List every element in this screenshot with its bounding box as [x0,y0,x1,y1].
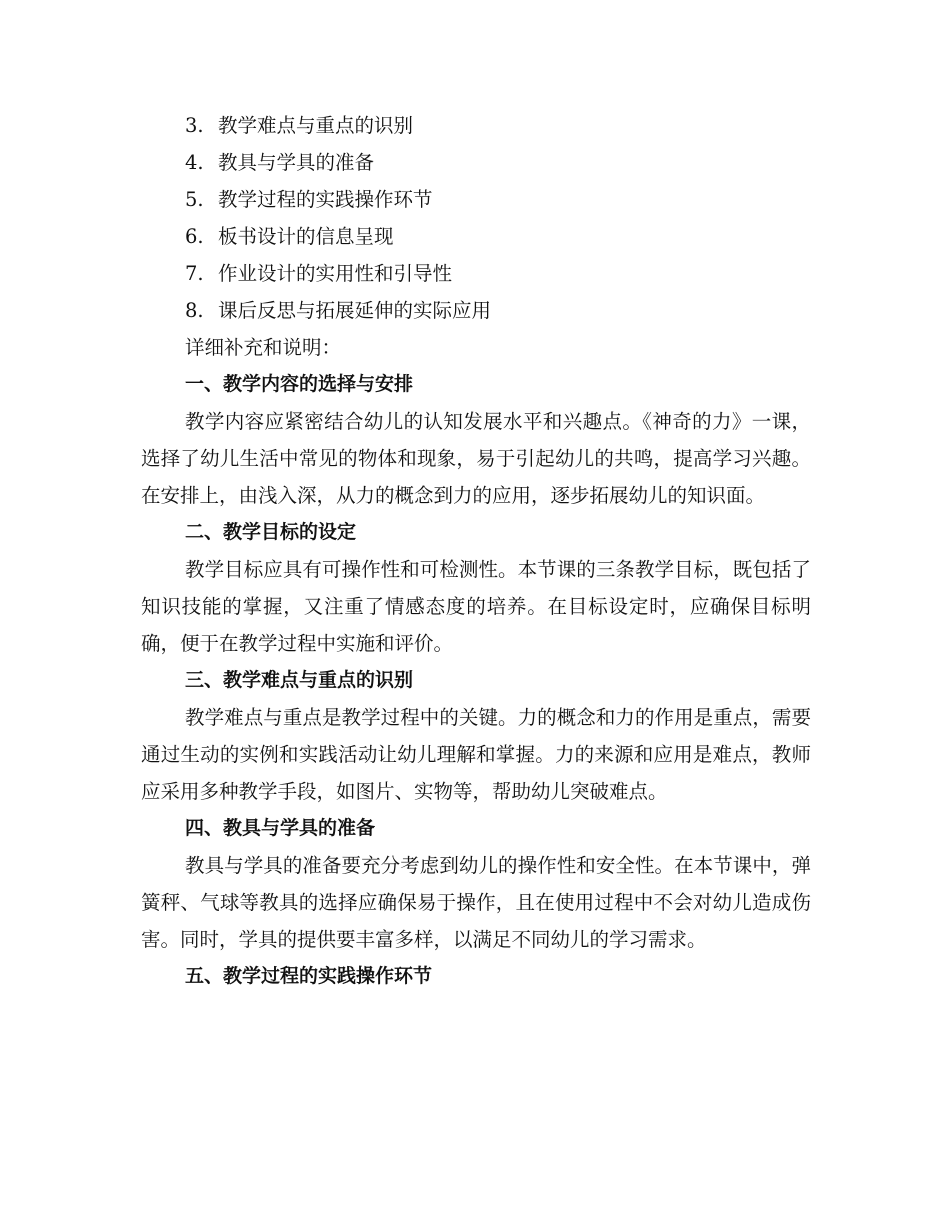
section-paragraph: 教学内容应紧密结合幼儿的认知发展水平和兴趣点。《神奇的力》一课，选择了幼儿生活中常见的物体和现象，易于引起幼儿的共鸣，提高学习兴趣。在安排上，由浅入深，从力的概念到力的应用，逐步拓展幼儿的知识面。 [141,410,811,507]
outline-list [141,107,811,329]
section-paragraph: 教学目标应具有可操作性和可检测性。本节课的三条教学目标，既包括了知识技能的掌握，又注重了情感态度的培养。在目标设定时，应确保目标明确，便于在教学过程中实施和评价。 [141,558,811,655]
section-paragraph: 教学难点与重点是教学过程中的关键。力的概念和力的作用是重点，需要通过生动的实例和实践活动让幼儿理解和掌握。力的来源和应用是难点，教师应采用多种教学手段，如图片、实物等，帮助幼儿突破难点。 [141,706,811,803]
list-number: 8. [185,299,204,322]
section-heading: 一、教学内容的选择与安排 [185,373,414,395]
list-item [141,292,811,329]
list-item [141,255,811,292]
list-number: 4. [185,151,204,174]
list-number: 3. [185,114,204,137]
list-number: 5. [185,188,204,211]
list-item [141,107,811,144]
list-number: 6. [185,225,204,248]
list-text: 教学难点与重点的识别 [218,114,414,137]
section-heading: 四、教具与学具的准备 [185,817,376,839]
list-text: 教具与学具的准备 [218,151,375,174]
intro-text: 详细补充和说明： [185,336,342,359]
list-text: 课后反思与拓展延伸的实际应用 [218,299,492,322]
list-item [141,181,811,218]
section-heading: 三、教学难点与重点的识别 [185,669,414,691]
section-paragraph: 教具与学具的准备要充分考虑到幼儿的操作性和安全性。在本节课中，弹簧秤、气球等教具的选择应确保易于操作，且在使用过程中不会对幼儿造成伤害。同时，学具的提供要丰富多样，以满足不同幼儿的学习需求。 [141,854,811,951]
list-item [141,218,811,255]
section-heading: 二、教学目标的设定 [185,521,357,543]
list-text: 作业设计的实用性和引导性 [218,262,453,285]
list-item [141,144,811,181]
list-number: 7. [185,262,204,285]
section-heading: 五、教学过程的实践操作环节 [185,965,433,987]
list-text: 板书设计的信息呈现 [218,225,394,248]
document-page [141,107,811,995]
list-text: 教学过程的实践操作环节 [218,188,433,211]
